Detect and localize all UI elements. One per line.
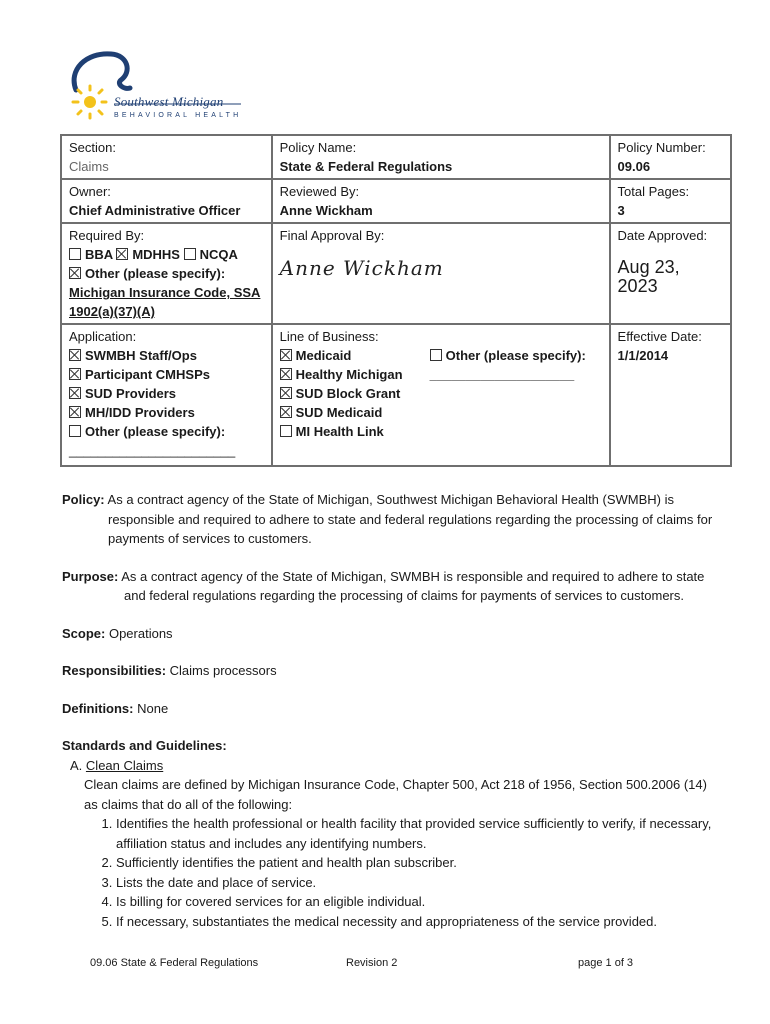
reviewed-value: Anne Wickham [279,203,373,218]
lob-item-label: MI Health Link [295,424,384,439]
date-approved-label: Date Approved: [617,228,708,243]
pages-label: Total Pages: [617,184,690,199]
lob-item [280,403,430,422]
lob-item [280,346,430,365]
app-item [69,365,265,384]
criteria-item: 3. Lists the date and place of service. [116,873,722,893]
app-checkbox[interactable] [69,425,81,437]
policy-body [62,490,722,931]
app-checkbox[interactable] [69,387,81,399]
effective-date-cell [610,324,731,466]
lob-other [430,346,595,365]
app-item [69,422,265,441]
app-checkbox[interactable] [69,349,81,361]
lob-item-label: SUD Medicaid [295,405,383,420]
responsibilities-text: Claims processors [169,663,277,678]
policy-text: As a contract agency of the State of Michigan, Southwest Michigan Behavioral Health (SWMBH) is responsible and required to adhere to state and federal regulations regarding the processing of claims for payments of services to customers. [107,492,713,546]
lob-item-label: Healthy Michigan [295,367,403,382]
scope-text: Operations [108,625,173,641]
app-item-label: SWMBH Staff/Ops [85,348,197,363]
lob-checkbox[interactable] [280,425,292,437]
policy-paragraph [62,490,722,549]
purpose-paragraph [62,567,722,606]
clean-claims-text: Clean claims are defined by Michigan Insurance Code, Chapter 500, Act 218 of 1956, Section 500.2006 (14) as claims that do all of the following: [84,777,707,812]
logo-swoosh [74,54,130,90]
mdhhs-label: MDHHS [132,247,180,262]
line-of-business-cell [272,324,610,466]
section-label: Section: [69,140,116,155]
scope-paragraph [62,624,722,644]
policy-name-value: State & Federal Regulations [279,159,453,174]
standards-heading: Standards and Guidelines: [62,738,227,753]
app-checkbox[interactable] [69,368,81,380]
app-item-label: MH/IDD Providers [85,405,195,420]
pages-value: 3 [617,203,625,218]
purpose-label: Purpose: [62,568,119,584]
lob-other-blank: ____________________ [429,367,575,382]
reviewed-cell [272,179,610,223]
scope-label: Scope: [62,625,106,641]
responsibilities-paragraph [62,661,722,681]
logo-subtitle: BEHAVIORAL HEALTH [114,112,242,119]
policy-number-label: Policy Number: [617,140,706,155]
definitions-label: Definitions: [62,700,134,716]
clean-claims-heading [70,756,722,776]
lob-label: Line of Business: [279,329,379,344]
sun-icon [73,86,106,118]
lob-checkbox[interactable] [280,368,292,380]
app-item [69,384,265,403]
clean-claims-title: Clean Claims [85,757,164,773]
criteria-item: 2. Sufficiently identifies the patient and health plan subscriber. [116,853,722,873]
policy-name-cell [272,135,610,179]
criteria-item: 5. If necessary, substantiates the medical necessity and appropriateness of the service provided. [116,912,722,932]
lob-checkbox[interactable] [280,349,292,361]
logo-title: Southwest Michigan [114,94,224,109]
date-approved-cell [610,223,731,324]
approval-signature: Anne Wickham [279,256,444,280]
policy-number-value: 09.06 [617,159,651,174]
ncqa-checkbox[interactable] [184,248,196,260]
definitions-text: None [137,700,169,716]
policy-number-cell [610,135,731,179]
bba-checkbox[interactable] [69,248,81,260]
footer-document-name: 09.06 State & Federal Regulations [90,957,259,969]
standards-section [62,736,722,931]
lob-item [280,365,430,384]
application-cell [61,324,272,466]
app-other-blank: _______________________ [69,443,236,458]
responsibilities-label: Responsibilities: [62,663,167,678]
lob-checkbox[interactable] [280,387,292,399]
criteria-item: 4. Is billing for covered services for an eligible individual. [116,892,722,912]
owner-cell [61,179,272,223]
ncqa-label: NCQA [199,247,238,262]
owner-value: Chief Administrative Officer [69,203,241,218]
lob-checkbox[interactable] [280,406,292,418]
final-approval-cell [272,223,610,324]
section-cell [61,135,272,179]
bba-label: BBA [85,247,113,262]
app-item [69,403,265,422]
lob-other-checkbox[interactable] [430,349,442,361]
date-approved-value: Aug 23, 2023 [617,257,680,296]
lob-item [280,422,430,441]
policy-label: Policy: [62,492,105,507]
reviewed-label: Reviewed By: [279,184,360,199]
policy-header-table [60,134,732,467]
lob-item-label: SUD Block Grant [295,386,401,401]
app-item [69,346,265,365]
app-item-label: Other (please specify): [85,424,226,439]
required-label: Required By: [69,228,145,243]
required-cell [61,223,272,324]
mdhhs-checkbox[interactable] [116,248,128,260]
required-other-label: Other (please specify): [85,266,226,281]
required-other-value: Michigan Insurance Code, SSA 1902(a)(37)(A) [69,285,261,319]
owner-label: Owner: [69,184,111,199]
purpose-text: As a contract agency of the State of Michigan, SWMBH is responsible and required to adhere to state and federal regulations regarding the processing of claims for payments of services to customers. [121,568,705,603]
section-value: Claims [69,159,109,174]
effective-date-label: Effective Date: [617,329,702,344]
policy-name-label: Policy Name: [279,140,357,155]
pages-cell [610,179,731,223]
definitions-paragraph [62,699,722,719]
final-approval-label: Final Approval By: [279,228,385,243]
app-checkbox[interactable] [69,406,81,418]
footer-page-number: page 1 of 3 [578,957,634,969]
app-item-label: SUD Providers [85,386,177,401]
app-item-label: Participant CMHSPs [85,367,210,382]
required-other-checkbox[interactable] [69,267,81,279]
application-label: Application: [69,329,137,344]
footer-revision: Revision 2 [346,957,398,969]
criteria-item: 1. Identifies the health professional or health facility that provided service sufficiently to verify, if necessary, affiliation status and includes any identifying numbers. [116,814,722,853]
lob-item [280,384,430,403]
lob-other-label: Other (please specify): [445,348,586,363]
clean-claims-prefix: A. [70,757,83,773]
clean-claims-criteria [90,814,722,931]
lob-item-label: Medicaid [295,348,352,363]
effective-date-value: 1/1/2014 [617,348,669,363]
